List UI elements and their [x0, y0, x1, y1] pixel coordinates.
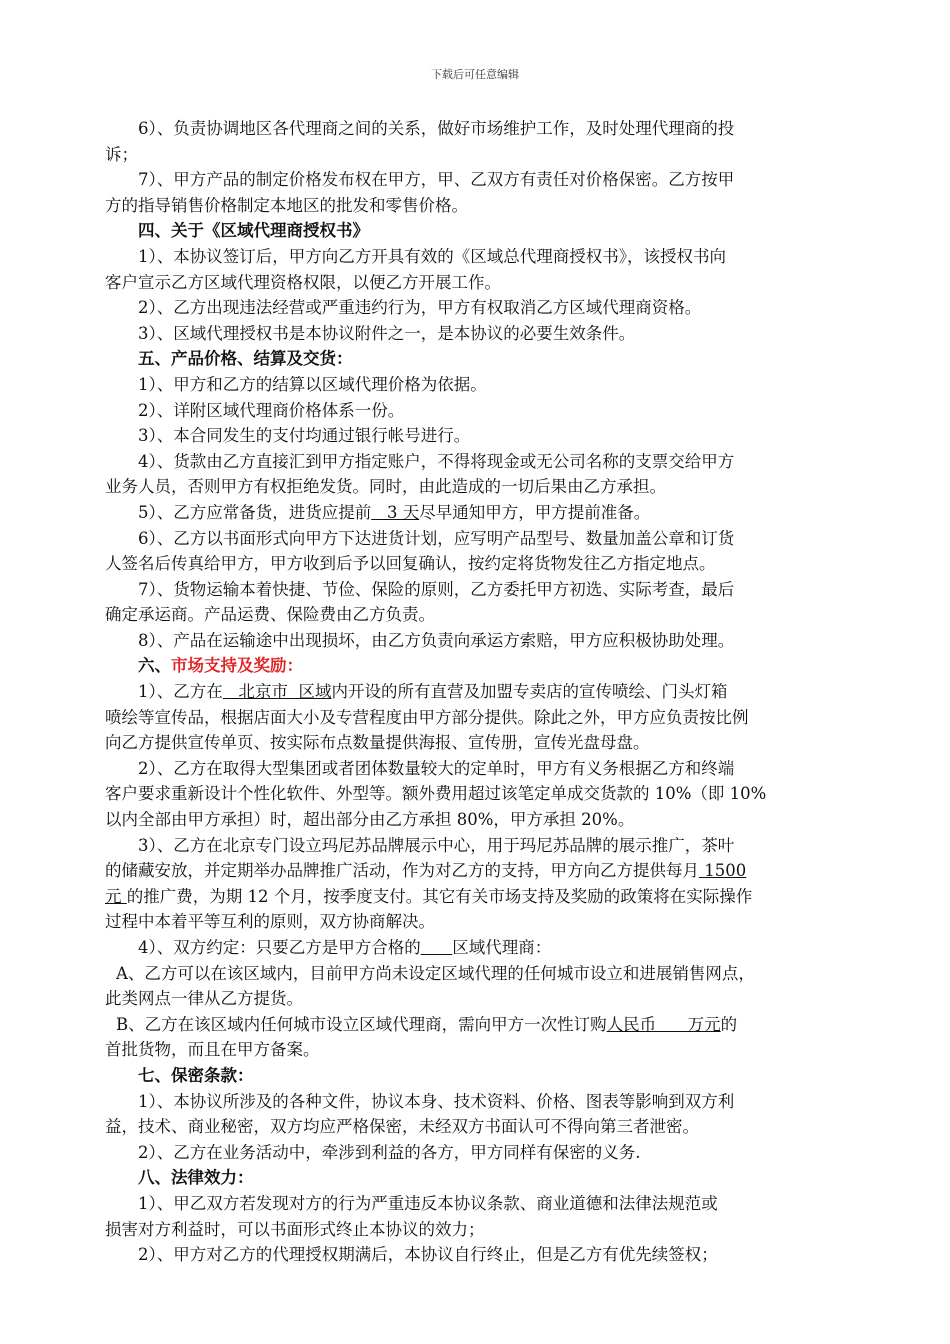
line-text: 4）、双方约定：只要乙方是甲方合格的: [138, 938, 421, 957]
document-body: [105, 116, 850, 1268]
underlined-field: 元: [105, 886, 127, 906]
text-line: [105, 577, 850, 603]
text-line: [105, 1037, 850, 1063]
line-text: 六、: [138, 656, 171, 676]
text-line: [105, 1140, 850, 1166]
text-line: [105, 1089, 850, 1115]
text-line: [105, 1114, 850, 1140]
text-line: [105, 116, 850, 142]
line-text: 3）、乙方在北京专门设立玛尼苏品牌展示中心，用于玛尼苏品牌的展示推广，茶叶: [138, 835, 735, 855]
line-text: 五、产品价格、结算及交货：: [138, 349, 353, 369]
section-heading: [105, 1165, 850, 1191]
line-text: 1）、本协议签订后，甲方向乙方开具有效的《区域总代理商授权书》，该授权书向: [138, 246, 726, 266]
line-text: 四、关于《区域代理商授权书》: [138, 221, 369, 241]
underlined-field: 1500: [699, 861, 747, 881]
text-line: [105, 551, 850, 577]
text-line: [105, 781, 850, 807]
line-text: 人签名后传真给甲方，甲方收到后予以回复确认，按约定将货物发往乙方指定地点。: [105, 554, 716, 574]
line-text: 客户要求重新设计个性化软件、外型等。额外费用超过该笔定单成交货款的 10%（即 10%: [105, 784, 767, 804]
line-text-continued: 的: [720, 1014, 738, 1034]
text-line: [105, 884, 850, 910]
line-text: 喷绘等宣传品，根据店面大小及专营程度由甲方部分提供。除此之外，甲方应负责按比例: [105, 707, 749, 727]
underlined-field: 北京市 区域: [222, 682, 332, 702]
line-text: 七、保密条款：: [138, 1065, 254, 1085]
line-text: 7）、货物运输本着快捷、节俭、保险的原则，乙方委托甲方初选、实际考查，最后: [138, 579, 735, 599]
text-line: [105, 807, 850, 833]
line-text: 2）、详附区域代理商价格体系一份。: [138, 400, 405, 420]
text-line: [105, 1217, 850, 1243]
text-line: [105, 474, 850, 500]
line-text: 八、法律效力：: [138, 1168, 254, 1188]
text-line: [105, 193, 850, 219]
text-line: [105, 961, 850, 987]
text-line: [105, 500, 850, 526]
section-heading: [105, 1063, 850, 1089]
line-text: 8）、产品在运输途中出现损坏，由乙方负责向承运方索赔，甲方应积极协助处理。: [138, 630, 735, 650]
line-text: 的储藏安放，并定期举办品牌推广活动，作为对乙方的支持，甲方向乙方提供每月: [105, 861, 699, 881]
text-line: [105, 935, 850, 961]
text-line: [105, 167, 850, 193]
line-text: 向乙方提供宣传单页、按实际布点数量提供海报、宣传册，宣传光盘母盘。: [105, 733, 650, 753]
line-text: 2）、乙方在业务活动中，牵涉到利益的各方，甲方同样有保密的义务.: [138, 1142, 641, 1162]
line-text: 益，技术、商业秘密，双方均应严格保密，未经双方书面认可不得向第三者泄密。: [105, 1117, 699, 1137]
line-text: 客户宣示乙方区域代理资格权限，以便乙方开展工作。: [105, 272, 501, 292]
text-line: [105, 705, 850, 731]
text-line: [105, 372, 850, 398]
line-text: 3）、区域代理授权书是本协议附件之一，是本协议的必要生效条件。: [138, 323, 636, 343]
line-text: B、乙方在该区域内任何城市设立区域代理商，需向甲方一次性订购: [116, 1014, 607, 1034]
line-text: 3）、本合同发生的支付均通过银行帐号进行。: [138, 426, 471, 446]
line-text: 此类网点一律从乙方提货。: [105, 989, 303, 1009]
line-text-continued: 的推广费，为期 12 个月，按季度支付。其它有关市场支持及奖励的政策将在实际操作: [126, 886, 753, 906]
line-text: 2）、乙方出现违法经营或严重违约行为，甲方有权取消乙方区域代理商资格。: [138, 298, 702, 318]
text-line: [105, 730, 850, 756]
line-text-continued: 尽早通知甲方，甲方提前准备。: [419, 502, 651, 522]
line-text: 7）、甲方产品的制定价格发布权在甲方，甲、乙双方有责任对价格保密。乙方按甲: [138, 170, 735, 190]
underlined-field: [421, 938, 452, 957]
section-heading: [105, 346, 850, 372]
line-text: 损害对方利益时，可以书面形式终止本协议的效力；: [105, 1219, 485, 1239]
section-heading: [105, 653, 850, 679]
line-text: 1）、本协议所涉及的各种文件，协议本身、技术资料、价格、图表等影响到双方利: [138, 1091, 735, 1111]
line-text: 6）、负责协调地区各代理商之间的关系，做好市场维护工作，及时处理代理商的投: [138, 119, 735, 138]
text-line: [105, 526, 850, 552]
text-line: [105, 142, 850, 168]
line-text: 以内全部由甲方承担）时，超出部分由乙方承担 80%，甲方承担 20%。: [105, 810, 635, 830]
line-text: 方的指导销售价格制定本地区的批发和零售价格。: [105, 195, 468, 215]
underlined-field: 3 天: [371, 502, 420, 522]
line-text: 5）、乙方应常备货，进货应提前: [138, 502, 372, 522]
text-line: [105, 1242, 850, 1268]
text-line: [105, 1012, 850, 1038]
highlighted-heading-text: 市场支持及奖励：: [171, 656, 303, 676]
line-text: 6）、乙方以书面形式向甲方下达进货计划，应写明产品型号、数量加盖公章和订货: [138, 528, 735, 548]
line-text: 1）、甲方和乙方的结算以区域代理价格为依据。: [138, 374, 487, 394]
text-line: [105, 986, 850, 1012]
underlined-field: 人民币 万元: [606, 1014, 721, 1034]
line-text: 1）、甲乙双方若发现对方的行为严重违反本协议条款、商业道德和法律法规范或: [138, 1193, 718, 1213]
line-text: 确定承运商。产品运费、保险费由乙方负责。: [105, 605, 435, 625]
text-line: [105, 909, 850, 935]
text-line: [105, 756, 850, 782]
text-line: [105, 858, 850, 884]
text-line: [105, 270, 850, 296]
text-line: [105, 423, 850, 449]
text-line: [105, 398, 850, 424]
text-line: [105, 449, 850, 475]
section-heading: [105, 218, 850, 244]
line-text: 1）、乙方在: [138, 682, 223, 702]
text-line: [105, 628, 850, 654]
line-text: 业务人员，否则甲方有权拒绝发货。同时，由此造成的一切后果由乙方承担。: [105, 477, 666, 497]
text-line: [105, 295, 850, 321]
text-line: [105, 602, 850, 628]
text-line: [105, 1191, 850, 1217]
line-text: 首批货物，而且在甲方备案。: [105, 1040, 320, 1060]
line-text: A、乙方可以在该区域内，目前甲方尚未设定区域代理的任何城市设立和进展销售网点，: [116, 963, 755, 983]
text-line: [105, 833, 850, 859]
line-text: 4）、货款由乙方直接汇到甲方指定账户，不得将现金或无公司名称的支票交给甲方: [138, 451, 735, 471]
line-text: 2）、乙方在取得大型集团或者团体数量较大的定单时，甲方有义务根据乙方和终端: [138, 758, 735, 778]
line-text: 过程中本着平等互利的原则，双方协商解决。: [105, 912, 435, 932]
text-line: [105, 321, 850, 347]
text-line: [105, 679, 850, 705]
line-text: 诉；: [105, 144, 138, 164]
line-text-continued: 内开设的所有直营及加盟专卖店的宣传喷绘、门头灯箱: [331, 682, 728, 702]
line-text: 2）、甲方对乙方的代理授权期满后，本协议自行终止，但是乙方有优先续签权；: [138, 1245, 718, 1265]
page-header: 下载后可任意编辑: [431, 68, 519, 81]
text-line: [105, 244, 850, 270]
line-text-continued: 区域代理商：: [452, 938, 552, 957]
